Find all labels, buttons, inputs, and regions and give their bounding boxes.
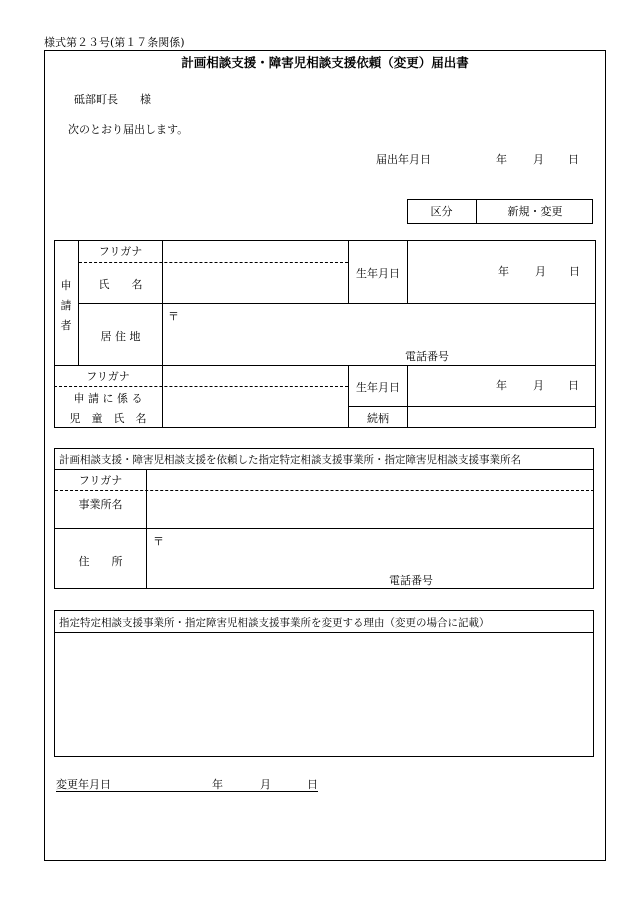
applicant-name-label: 氏 名: [98, 278, 143, 291]
applicant-residence-field[interactable]: [163, 304, 596, 365]
filing-date-year: 年: [496, 153, 507, 166]
office-name-field[interactable]: [147, 491, 594, 528]
form-title: 計画相談支援・障害児相談支援依頼（変更）届出書: [181, 55, 469, 70]
child-furigana-field[interactable]: [163, 366, 348, 386]
applicant-side-label-3: 者: [60, 319, 72, 332]
office-phone-label: 電話番号: [389, 574, 433, 587]
office-furigana-field[interactable]: [147, 470, 594, 490]
child-birth-year[interactable]: 年: [496, 379, 507, 392]
applicant-side-label-1: 申: [60, 279, 72, 292]
applicant-side-label-2: 請: [60, 299, 72, 312]
office-name-label: 事業所名: [78, 498, 123, 511]
category-label: 区分: [430, 205, 453, 218]
applicant-phone-label: 電話番号: [405, 350, 449, 363]
child-name-label-2: 児 童 氏 名: [69, 412, 147, 425]
office-address-field[interactable]: [147, 529, 594, 589]
applicant-birth-month[interactable]: 月: [535, 265, 546, 278]
child-birth-month[interactable]: 月: [533, 379, 544, 392]
child-relation-label: 続柄: [367, 412, 389, 425]
reason-field[interactable]: [55, 633, 593, 756]
child-relation-field[interactable]: [408, 407, 596, 428]
form-number: 様式第２３号(第１７条関係): [44, 36, 185, 49]
change-date-underline: [56, 791, 318, 792]
child-name-label-1: 申 請 に 係 る: [73, 392, 143, 405]
filing-date-day: 日: [568, 153, 579, 166]
office-furigana-label: フリガナ: [78, 474, 123, 487]
change-date-month[interactable]: 月: [260, 778, 271, 791]
office-header: 計画相談支援・障害児相談支援を依頼した指定特定相談支援事業所・指定障害児相談支援事業所名: [59, 454, 521, 466]
change-date-day[interactable]: 日: [307, 778, 318, 791]
office-address-label: 住 所: [78, 555, 123, 568]
intro-text: 次のとおり届出します。: [68, 123, 189, 136]
child-birth-day[interactable]: 日: [568, 379, 579, 392]
addressee: 砥部町長 様: [74, 93, 151, 106]
applicant-birth-day[interactable]: 日: [569, 265, 580, 278]
applicant-name-field[interactable]: [163, 263, 348, 303]
change-date-label: 変更年月日: [56, 778, 111, 791]
filing-date-label: 届出年月日: [376, 153, 431, 166]
child-birth-label: 生年月日: [356, 381, 400, 394]
applicant-furigana-label: フリガナ: [98, 245, 143, 258]
category-value[interactable]: 新規・変更: [507, 205, 563, 218]
applicant-birth-year[interactable]: 年: [498, 265, 509, 278]
applicant-postal-mark: 〒: [168, 310, 179, 323]
child-furigana-label: フリガナ: [86, 370, 130, 383]
applicant-residence-label: 居 住 地: [100, 330, 141, 343]
filing-date-month: 月: [533, 153, 544, 166]
change-date-year[interactable]: 年: [212, 778, 223, 791]
child-name-field[interactable]: [163, 387, 348, 428]
reason-header: 指定特定相談支援事業所・指定障害児相談支援事業所を変更する理由（変更の場合に記載）: [59, 617, 490, 629]
applicant-furigana-field[interactable]: [163, 241, 348, 262]
applicant-birth-label: 生年月日: [356, 267, 400, 280]
office-postal-mark: 〒: [153, 535, 164, 548]
